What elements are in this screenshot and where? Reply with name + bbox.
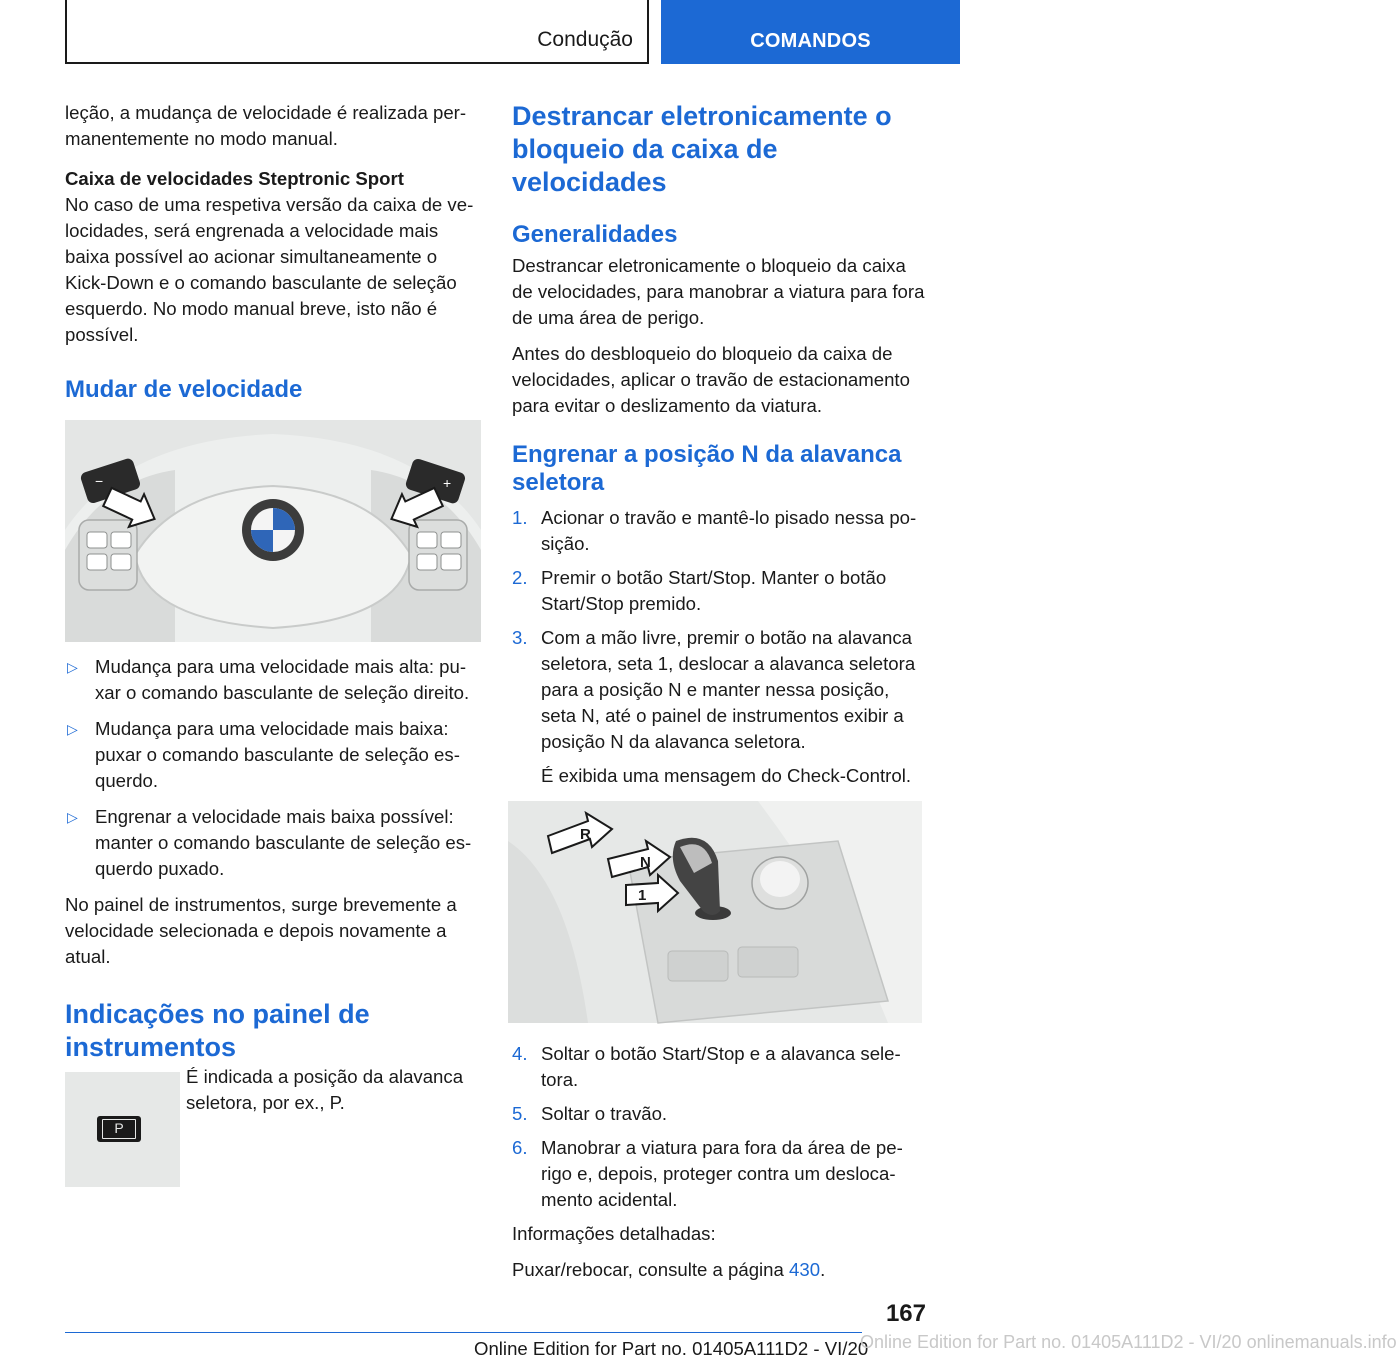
list-item: ▷ Mudança para uma velocidade mais alta: puxar o comando basculante de seleção direito. bbox=[67, 656, 470, 703]
general-paragraph-1: Destrancar eletronicamente o bloqueio da caixa de velocidades, para manobrar a viatura para fora de uma área de perigo. bbox=[512, 255, 925, 328]
paddle-plus-label: + bbox=[443, 475, 452, 491]
sport-heading: Caixa de velocidades Steptronic Sport bbox=[65, 168, 404, 189]
header-section-label: Condução bbox=[537, 28, 633, 51]
gear-selector-image bbox=[508, 801, 922, 1023]
footer-divider bbox=[65, 1332, 862, 1333]
steering-wheel-illustration bbox=[65, 420, 481, 642]
intro-paragraph: leção, a mudança de velocidade é realizada permanentemente no modo manual. bbox=[65, 102, 467, 149]
indicator-block bbox=[65, 1064, 481, 1194]
steps-list-a bbox=[512, 505, 926, 789]
shift-bullet-list bbox=[65, 654, 481, 882]
footer-edition: Online Edition for Part no. 01405A111D2 - VI/20 bbox=[474, 1338, 869, 1359]
general-paragraph-2: Antes do desbloqueio do bloqueio da caixa de velocidades, aplicar o travão de estacionamento para evitar o deslizamento da viatura. bbox=[512, 343, 910, 416]
right-column bbox=[512, 100, 926, 1293]
unlock-heading: Destrancar eletronicamente o bloqueio da caixa de velocidades bbox=[512, 101, 892, 197]
indicator-paragraph: É indicada a posição da alavanca seletora, por ex., P. bbox=[186, 1066, 464, 1113]
header-chapter-tab bbox=[661, 0, 960, 64]
list-item: 1. Acionar o travão e mantê-lo pisado nessa posição. bbox=[512, 507, 917, 554]
steering-wheel-image bbox=[65, 420, 481, 642]
park-indicator-icon bbox=[97, 1116, 141, 1142]
list-item: 5. Soltar o travão. bbox=[512, 1103, 668, 1124]
footer-watermark: Online Edition for Part no. 01405A111D2 - VI/20 onlinemanuals.info bbox=[860, 1332, 1397, 1352]
list-item: ▷ Mudança para uma velocidade mais baixa: puxar o comando basculante de seleção esquerdo. bbox=[67, 718, 460, 791]
list-item: 4. Soltar o botão Start/Stop e a alavanca seletora. bbox=[512, 1043, 901, 1090]
shift-heading: Mudar de velocidade bbox=[65, 376, 303, 403]
arrow-1-label: 1 bbox=[638, 887, 647, 904]
page-number: 167 bbox=[885, 1300, 926, 1327]
general-heading: Generalidades bbox=[512, 221, 678, 248]
neutral-heading: Engrenar a posição N da alavanca seletora bbox=[512, 441, 902, 496]
list-item: 3. Com a mão livre, premir o botão na alavanca seletora, seta 1, deslocar a alavanca seletora para a posição N e manter nessa posição, seta N, até o painel de instrumentos exibir a posição N da alavanca seletora. É exibida uma mensagem do Check-Control. bbox=[512, 625, 926, 789]
tow-paragraph: Puxar/rebocar, consulte a página 430. bbox=[512, 1259, 826, 1280]
left-column bbox=[65, 100, 481, 1194]
list-item: 2. Premir o botão Start/Stop. Manter o botão Start/Stop premido. bbox=[512, 567, 887, 614]
header-chapter-label: COMANDOS bbox=[750, 30, 871, 52]
sport-paragraph: No caso de uma respetiva versão da caixa de velocidades, será engrenada a velocidade mais baixa possível ao acionar simultaneamente o Kick-Down e o comando basculante de seleção esquerdo. No modo manual breve, isto não é possível. bbox=[65, 194, 474, 345]
list-item: ▷ Engrenar a velocidade mais baixa possível: manter o comando basculante de seleção esquerdo puxado. bbox=[67, 806, 472, 879]
header-section-tab bbox=[65, 0, 649, 64]
triangle-bullet-icon: ▷ bbox=[67, 721, 78, 737]
after-bullets-paragraph: No painel de instrumentos, surge brevemente a velocidade selecionada e depois novamente a atual. bbox=[65, 894, 457, 967]
gear-selector-illustration bbox=[508, 801, 922, 1023]
triangle-bullet-icon: ▷ bbox=[67, 809, 78, 825]
tow-page-link[interactable]: 430 bbox=[789, 1259, 821, 1280]
indicators-heading: Indicações no painel de instrumentos bbox=[65, 999, 370, 1062]
arrow-r-label: R bbox=[580, 826, 591, 843]
paddle-minus-label: − bbox=[95, 473, 104, 489]
park-indicator-label: P bbox=[102, 1119, 136, 1139]
steps-list-b bbox=[512, 1041, 926, 1213]
info-label: Informações detalhadas: bbox=[512, 1223, 716, 1244]
indicator-image bbox=[65, 1072, 180, 1187]
arrow-n-label: N bbox=[640, 854, 651, 871]
check-control-note: É exibida uma mensagem do Check-Control. bbox=[541, 765, 911, 786]
triangle-bullet-icon: ▷ bbox=[67, 659, 78, 675]
list-item: 6. Manobrar a viatura para fora da área de perigo e, depois, proteger contra um deslocamento acidental. bbox=[512, 1137, 903, 1210]
